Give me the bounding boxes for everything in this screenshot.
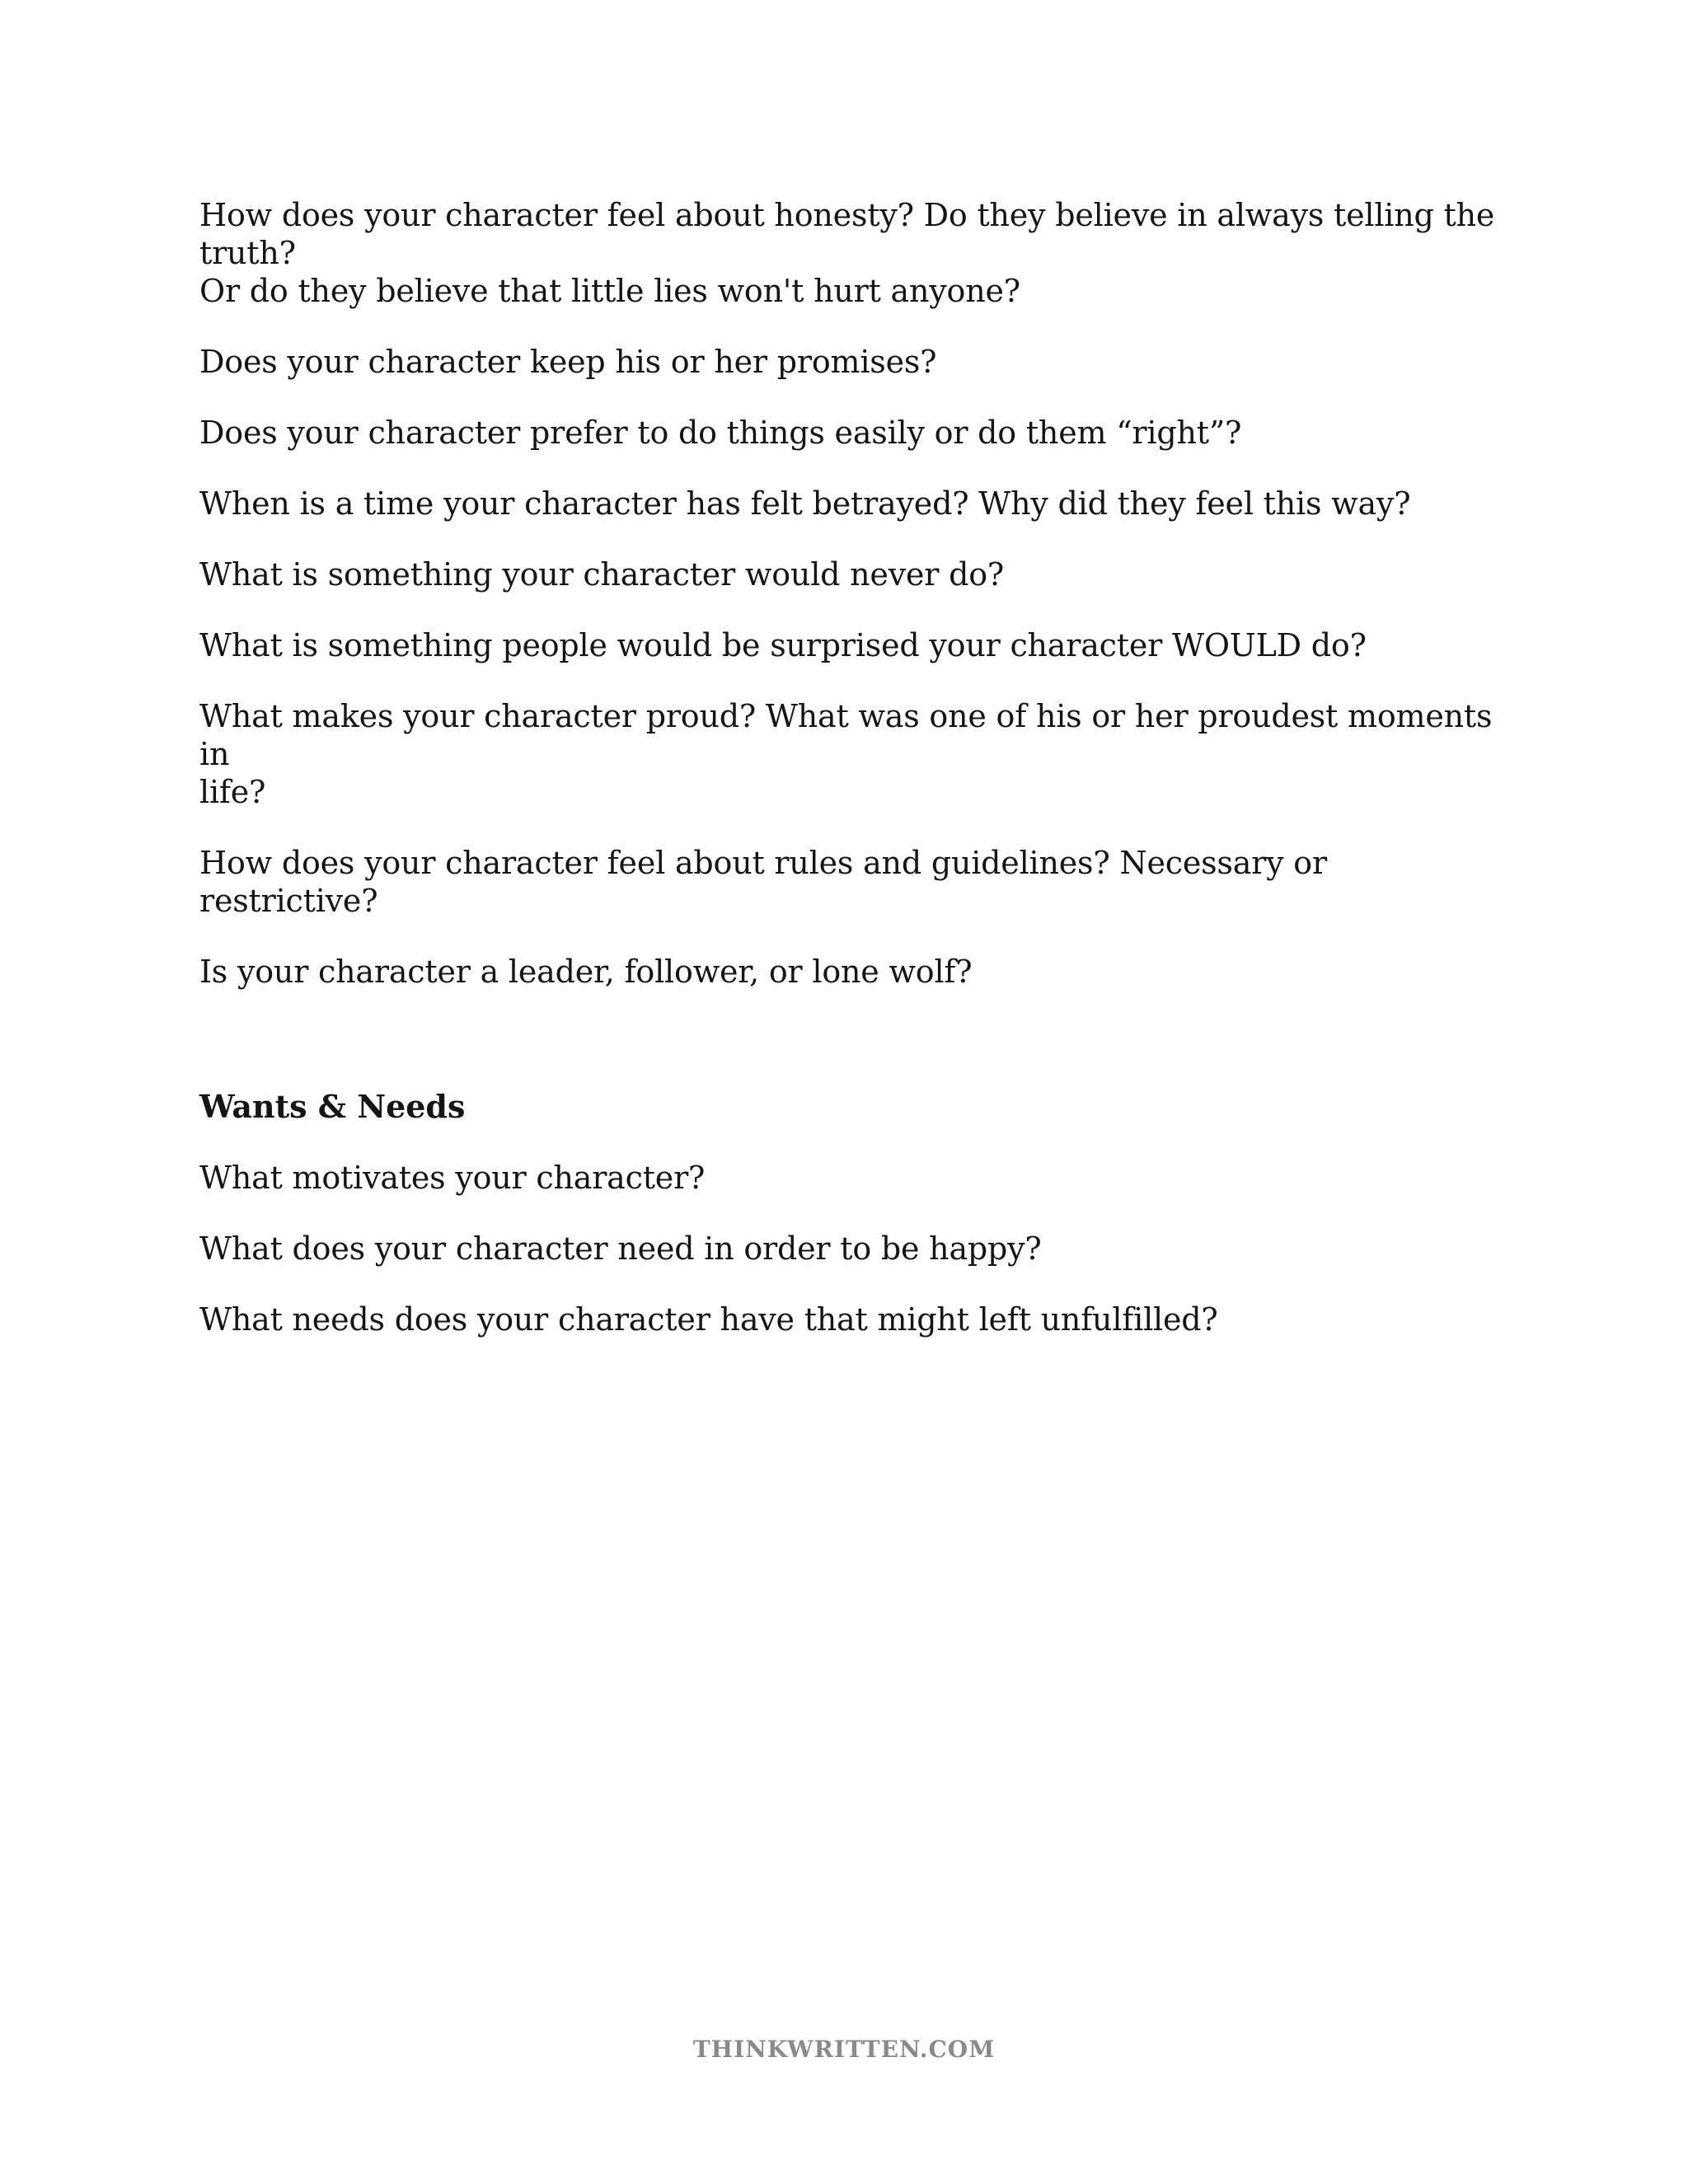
question-easy-or-right: Does your character prefer to do things easily or do them “right”? <box>199 415 1242 451</box>
question-unfulfilled: What needs does your character have that might left unfulfilled? <box>199 1301 1218 1338</box>
question-rules: How does your character feel about rules and guidelines? Necessary or restrictive? <box>199 845 1327 919</box>
question-happy: What does your character need in order to be happy? <box>199 1230 1042 1267</box>
question-leader-follower: Is your character a leader, follower, or lone wolf? <box>199 954 973 990</box>
question-promises: Does your character keep his or her promises? <box>199 344 937 380</box>
question-surprised: What is something people would be surprised your character WOULD do? <box>199 627 1367 663</box>
section-heading-wants-needs: Wants & Needs <box>199 1088 466 1125</box>
footer-website: THINKWRITTEN.COM <box>692 2036 996 2063</box>
question-betrayed: When is a time your character has felt betrayed? Why did they feel this way? <box>199 485 1411 522</box>
document-body <box>199 196 1502 1371</box>
question-motivates: What motivates your character? <box>199 1160 706 1196</box>
section-spacer <box>199 1024 1502 1088</box>
question-honesty: How does your character feel about honesty? Do they believe in always telling the truth? Or do they believe that little lies won't hurt anyone? <box>199 197 1495 309</box>
question-never-do: What is something your character would never do? <box>199 556 1005 593</box>
question-proud: What makes your character proud? What was one of his or her proudest moments in life? <box>199 698 1493 810</box>
